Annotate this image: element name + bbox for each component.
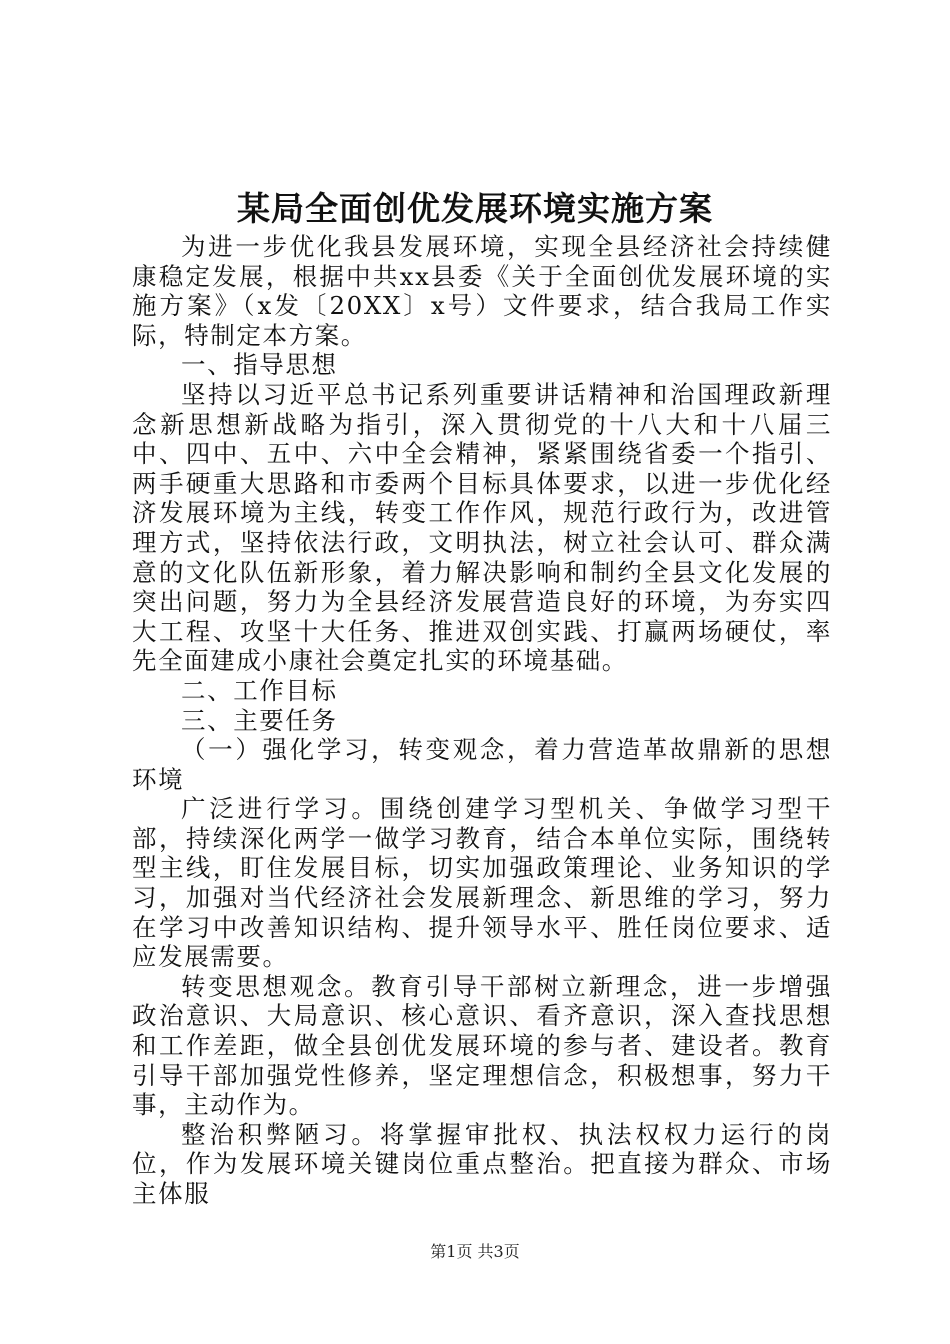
document-body [132,232,832,1209]
mindset-paragraph: 转变思想观念。教育引导干部树立新理念，进一步增强政治意识、大局意识、核心意识、看齐意识，深入查找思想和工作差距，做全县创优发展环境的参与者、建设者。教育引导干部加强党性修养，坚定理想信念，积极想事，努力干事，主动作为。 [132,971,832,1120]
study-paragraph: 广泛进行学习。围绕创建学习型机关、争做学习型干部，持续深化两学一做学习教育，结合本单位实际，围绕转型主线，盯住发展目标，切实加强政策理论、业务知识的学习，加强对当代经济社会发展新理念、新思维的学习，努力在学习中改善知识结构、提升领导水平、胜任岗位要求、适应发展需要。 [132,794,832,972]
intro-paragraph: 为进一步优化我县发展环境，实现全县经济社会持续健康稳定发展，根据中共xx县委《关于全面创优发展环境的实施方案》（x发〔20XX〕x号）文件要求，结合我局工作实际，特制定本方案。 [132,232,832,350]
section-heading-work-goals: 二、工作目标 [181,675,338,705]
section-heading-guiding-thought: 一、指导思想 [181,350,338,380]
guiding-thought-paragraph: 坚持以习近平总书记系列重要讲话精神和治国理政新理念新思想新战略为指引，深入贯彻党的十八大和十八届三中、四中、五中、六中全会精神，紧紧围绕省委一个指引、两手硬重大思路和市委两个目标具体要求，以进一步优化经济发展环境为主线，转变工作作风，规范行政行为，改进管理方式，坚持依法行政，文明执法，树立社会认可、群众满意的文化队伍新形象，着力解决影响和制约全县文化发展的突出问题，努力为全县经济发展营造良好的环境，为夯实四大工程、攻坚十大任务、推进双创实践、打赢两场硬仗，率先全面建成小康社会奠定扎实的环境基础。 [132,379,832,676]
rectification-paragraph: 整治积弊陋习。将掌握审批权、执法权权力运行的岗位，作为发展环境关键岗位重点整治。把直接为群众、市场主体服 [132,1119,832,1208]
section-heading-main-tasks: 三、主要任务 [181,705,338,735]
subsection-heading-study: （一）强化学习，转变观念，着力营造革故鼎新的思想环境 [132,735,832,794]
page-footer: 第1页 共3页 [430,1242,520,1261]
document-title: 某局全面创优发展环境实施方案 [237,189,713,228]
